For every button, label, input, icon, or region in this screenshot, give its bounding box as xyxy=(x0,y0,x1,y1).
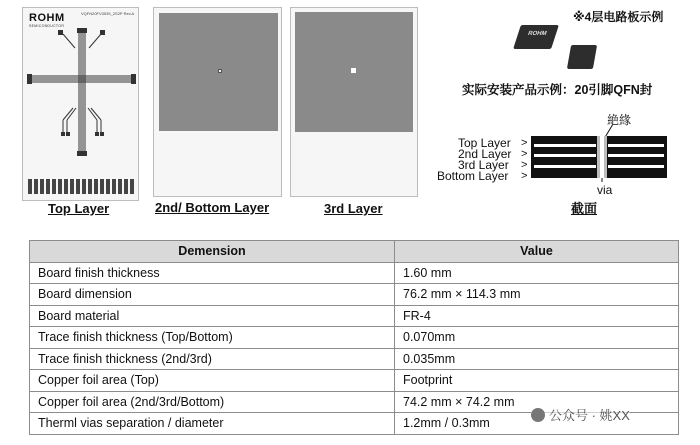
table-header-row xyxy=(30,241,679,263)
table-row xyxy=(30,262,679,284)
table-row xyxy=(30,284,679,306)
via-label: via xyxy=(597,183,613,197)
edge-connector-fingers xyxy=(28,179,134,194)
table-row xyxy=(30,327,679,349)
table-cell-dimension: Therml vias separation / diameter xyxy=(30,413,395,435)
pcb-cross-section-diagram xyxy=(531,134,671,182)
cross-section-layer-label: Top Layer xyxy=(458,136,511,150)
table-cell-value: FR-4 xyxy=(395,305,679,327)
top-layer-traces xyxy=(23,8,140,202)
top-layer-board-image xyxy=(22,7,139,201)
table-cell-value: 0.035mm xyxy=(395,348,679,370)
watermark xyxy=(531,405,630,424)
layer-arrow: > xyxy=(521,159,528,171)
table-row xyxy=(30,348,679,370)
table-cell-dimension: Copper foil area (2nd/3rd/Bottom) xyxy=(30,391,395,413)
table-cell-dimension: Copper foil area (Top) xyxy=(30,370,395,392)
table-header-cell: Value xyxy=(395,241,679,263)
layer-arrow: > xyxy=(521,148,528,160)
install-example-label: 实际安装产品示例：20引脚QFN封 xyxy=(462,83,653,97)
third-layer-caption: 3rd Layer xyxy=(324,201,383,216)
layer-arrow: > xyxy=(521,137,528,149)
qfn-chip-image xyxy=(567,45,597,69)
via-marker xyxy=(351,68,356,73)
table-cell-dimension: Board finish thickness xyxy=(30,262,395,284)
table-cell-value: 76.2 mm × 114.3 mm xyxy=(395,284,679,306)
cross-section-layer-label: 2nd Layer xyxy=(458,147,512,161)
table-cell-dimension: Trace finish thickness (Top/Bottom) xyxy=(30,327,395,349)
cross-section-caption: 截面 xyxy=(571,201,598,216)
layer-arrow: > xyxy=(521,170,528,182)
chip-marking: ROHM xyxy=(527,31,548,37)
via-marker xyxy=(218,69,222,73)
cross-section-layer-label: 3rd Layer xyxy=(458,158,509,172)
table-cell-dimension: Board dimension xyxy=(30,284,395,306)
table-cell-value: Footprint xyxy=(395,370,679,392)
mid-bottom-layer-caption: 2nd/ Bottom Layer xyxy=(155,200,270,215)
qfn-chip-image xyxy=(513,25,559,49)
table-cell-value: 74.2 mm × 74.2 mm xyxy=(395,391,679,413)
table-cell-dimension: Board material xyxy=(30,305,395,327)
board-code-label: VQFN20FV3535_2S2P Rev.A xyxy=(81,11,135,16)
cross-section-layer-label: Bottom Layer xyxy=(437,169,509,183)
table-cell-dimension: Trace finish thickness (2nd/3rd) xyxy=(30,348,395,370)
insulation-label: 絶緣 xyxy=(607,113,632,127)
table-cell-value: 1.2mm / 0.3mm xyxy=(395,413,679,435)
table-row xyxy=(30,305,679,327)
third-layer-board-image xyxy=(290,7,418,197)
mid-bottom-layer-board-image xyxy=(153,7,282,197)
wechat-icon xyxy=(531,408,545,422)
table-header-cell: Demension xyxy=(30,241,395,263)
top-layer-caption: Top Layer xyxy=(48,201,110,216)
rohm-logo: ROHM xyxy=(29,12,65,24)
four-layer-note: ※4层电路板示例 xyxy=(573,10,664,24)
rohm-logo-subtitle: SEMICONDUCTOR xyxy=(29,24,65,28)
watermark-text: 公众号 · 姚XX xyxy=(549,408,630,423)
table-row xyxy=(30,370,679,392)
table-cell-value: 0.070mm xyxy=(395,327,679,349)
table-cell-value: 1.60 mm xyxy=(395,262,679,284)
